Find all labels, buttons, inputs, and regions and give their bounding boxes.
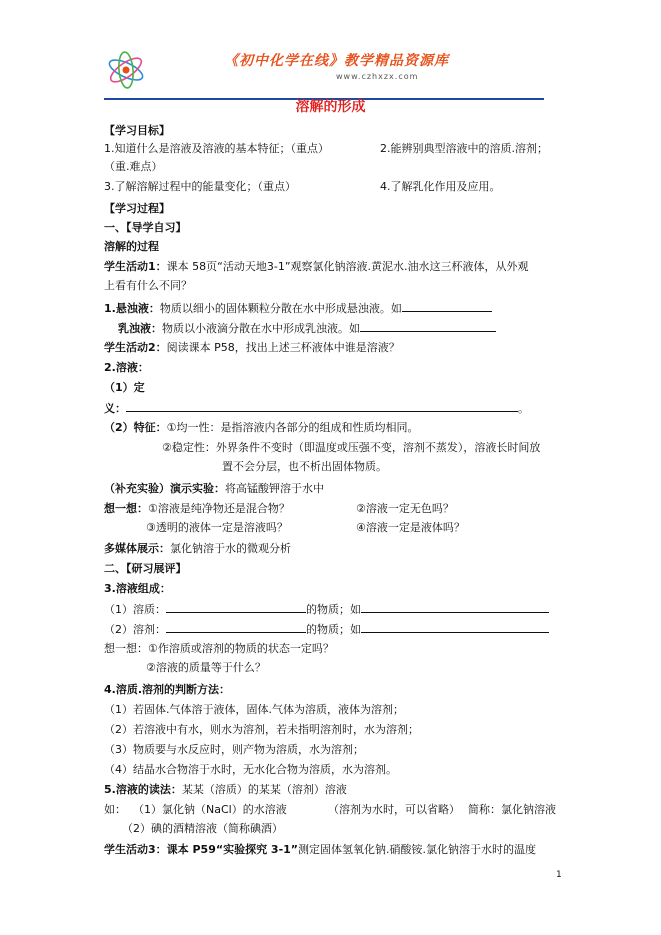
banner-url: www.czhxzx.com	[336, 72, 419, 81]
example-1-note: （溶剂为水时，可以省略）	[328, 803, 460, 816]
activity-1-label: 学生活动1：	[104, 260, 167, 273]
emulsion-blank[interactable]	[360, 321, 496, 332]
suspension-label: 1.悬浊液：	[104, 302, 160, 315]
goal-1: 1.知道什么是溶液及溶液的基本特征；（重点）	[104, 142, 329, 155]
activity-3-label: 学生活动3：课本 P59“实验探究 3-1”	[104, 843, 299, 856]
part1-heading: 一、【导学自习】	[104, 221, 187, 234]
goals-heading: 【学习目标】	[104, 124, 170, 137]
definition-end: 。	[518, 402, 529, 415]
solvent-blank-2[interactable]	[361, 622, 549, 633]
solute-blank-2[interactable]	[361, 602, 549, 613]
goal-4: 4.了解乳化作用及应用。	[380, 180, 501, 193]
suspension-line	[104, 301, 492, 316]
activity-1	[104, 260, 529, 274]
solute-label: （1）溶质：	[104, 603, 166, 616]
activity-2	[104, 341, 400, 355]
goal-3: 3.了解溶解过程中的能量变化；（重点）	[104, 180, 296, 193]
page-number: 1	[556, 870, 562, 880]
question-3: ③透明的液体一定是溶液吗？	[146, 521, 288, 534]
emulsion-text: 物质以小液滴分散在水中形成乳浊液。如	[162, 322, 360, 335]
solvent-line	[104, 622, 549, 637]
solution-heading: 2.溶液：	[104, 361, 149, 374]
supplement-label: （补充实验）演示实验：	[104, 482, 225, 495]
supplement-experiment	[104, 482, 324, 496]
example-label: 如：	[104, 803, 126, 816]
activity-1-text: 课本 58页“活动天地3-1”观察氯化钠溶液.黄泥水.油水这三杯液体，从外观	[166, 260, 529, 273]
rule-1: （1）若固体.气体溶于液体，固体.气体为溶质，液体为溶剂；	[104, 703, 404, 716]
judge-heading: 4.溶质.溶剂的判断方法：	[104, 683, 231, 696]
emulsion-line	[118, 321, 496, 336]
question-1: ①溶液是纯净物还是混合物？	[148, 502, 290, 515]
think2-question-2: ②溶液的质量等于什么？	[146, 661, 266, 674]
rule-2: （2）若溶液中有水，则水为溶剂，若未指明溶剂时，水为溶剂；	[104, 723, 419, 736]
solvent-label: （2）溶剂：	[104, 623, 166, 636]
think-label: 想一想：	[104, 502, 148, 515]
solute-blank-1[interactable]	[166, 602, 306, 613]
atom-orbit-icon	[104, 50, 148, 90]
think2-line-1	[104, 642, 334, 656]
rule-4: （4）结晶水合物溶于水时，无水化合物为溶质，水为溶剂。	[104, 763, 397, 776]
activity-2-label: 学生活动2：	[104, 341, 167, 354]
rule-3: （3）物质要与水反应时，则产物为溶质，水为溶剂；	[104, 743, 364, 756]
definition-label-a: （1）定	[104, 381, 145, 394]
question-2: ②溶液一定无色吗？	[356, 502, 454, 515]
suspension-text: 物质以细小的固体颗粒分散在水中形成悬浊液。如	[159, 302, 402, 315]
example-2: （2）碘的酒精溶液（简称碘酒）	[122, 822, 283, 835]
activity-2-text: 阅读课本 P58，找出上述三杯液体中谁是溶液？	[166, 341, 400, 354]
goal-2: 2.能辨别典型溶液中的溶质.溶剂；	[380, 142, 548, 155]
reading-label: 5.溶液的读法：	[104, 783, 182, 796]
definition-label-b: 义：	[104, 402, 126, 415]
reading-line	[104, 783, 347, 797]
feature-1: ①均一性：是指溶液内各部分的组成和性质均相同。	[166, 421, 419, 434]
supplement-text: 将高锰酸钾溶于水中	[225, 482, 324, 495]
media-text: 氯化钠溶于水的微观分析	[170, 542, 291, 555]
process-heading: 【学习过程】	[104, 202, 170, 215]
solvent-blank-1[interactable]	[166, 622, 306, 633]
solvent-of-substance: 的物质；如	[306, 623, 361, 636]
media-label: 多媒体展示：	[104, 542, 170, 555]
feature-label: （2）特征：	[104, 421, 167, 434]
media-line	[104, 542, 291, 556]
dissolve-process-heading: 溶解的过程	[104, 240, 159, 253]
think2-label: 想一想：	[104, 642, 148, 655]
think-line-1	[104, 502, 290, 516]
activity-3	[104, 843, 536, 857]
goal-2-continued: （重.难点）	[104, 160, 163, 173]
activity-3-text: 测定固体氢氧化钠.硝酸铵.氯化钠溶于水时的温度	[298, 843, 537, 856]
suspension-blank[interactable]	[402, 301, 492, 312]
definition-line	[104, 401, 529, 416]
solute-of-substance: 的物质；如	[306, 603, 361, 616]
emulsion-label: 乳浊液：	[118, 322, 162, 335]
question-4: ④溶液一定是液体吗？	[356, 521, 465, 534]
activity-1-continued: 上看有什么不同？	[104, 279, 192, 292]
reading-text: 某某（溶质）的某某（溶剂）溶液	[181, 783, 347, 796]
example-1-short: 简称：氯化钠溶液	[468, 803, 556, 816]
definition-blank[interactable]	[126, 401, 518, 412]
feature-1-line	[104, 421, 419, 435]
feature-2-continued: 置不会分层，也不析出固体物质。	[222, 460, 387, 473]
feature-2: ②稳定性：外界条件不变时（即温度或压强不变，溶剂不蒸发），溶液长时间放	[162, 441, 541, 454]
banner-title: 《初中化学在线》教学精品资源库	[224, 53, 449, 69]
example-1: （1）氯化钠（NaCl）的水溶液	[133, 803, 287, 816]
part2-heading: 二、【研习展评】	[104, 562, 187, 575]
page-title: 溶解的形成	[295, 99, 366, 115]
think2-question-1: ①作溶质或溶剂的物质的状态一定吗？	[148, 642, 334, 655]
composition-heading: 3.溶液组成：	[104, 582, 171, 595]
example-line-1	[104, 803, 287, 817]
solute-line	[104, 602, 549, 617]
header-banner	[104, 44, 544, 102]
